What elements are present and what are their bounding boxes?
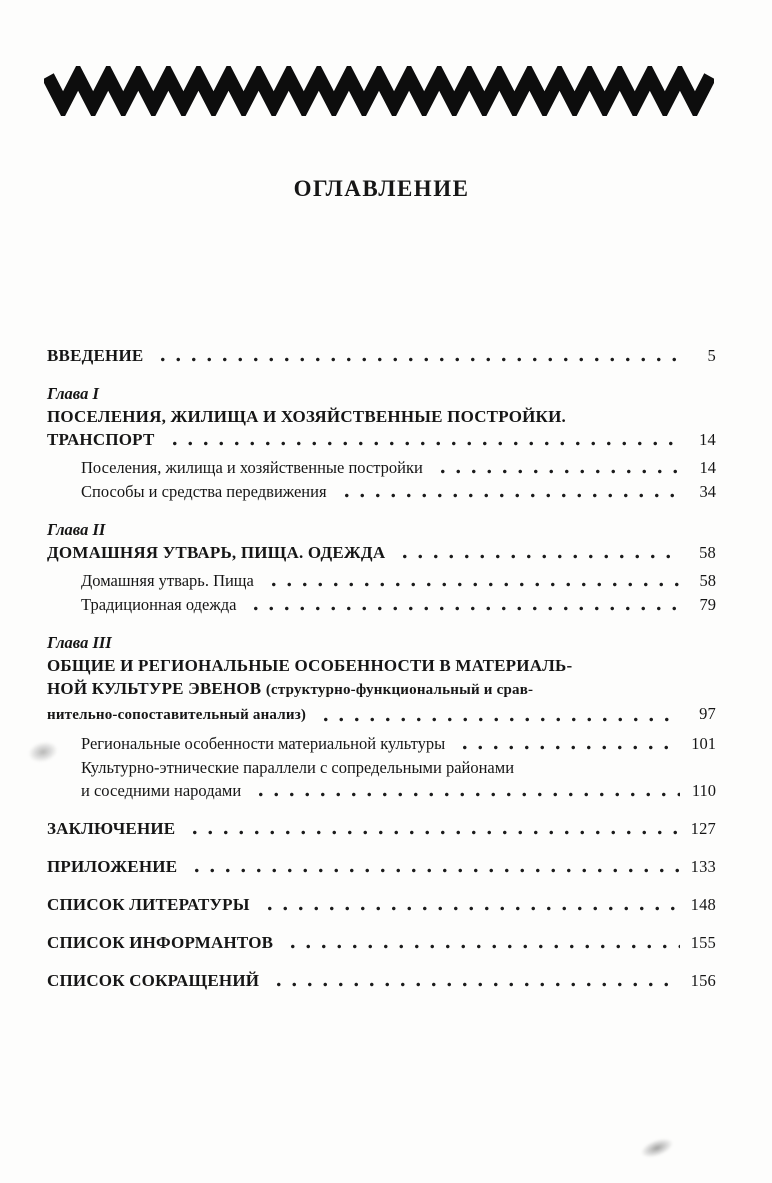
page-number: 127 (690, 819, 716, 838)
dot-leader (397, 554, 680, 559)
toc-entry (47, 654, 716, 727)
toc-entry-text: ЗАКЛЮЧЕНИЕ (47, 819, 176, 838)
toc-entry-text: Традиционная одежда (81, 595, 237, 614)
page-number: 34 (699, 482, 716, 501)
toc-entry-text: и соседними народами (81, 781, 242, 800)
dot-leader (435, 469, 680, 474)
toc-entry-line (47, 969, 716, 992)
toc-entry-line (81, 756, 716, 779)
toc-entry-text: ДОМАШНЯЯ УТВАРЬ, ПИЩА. ОДЕЖДА (47, 543, 386, 562)
toc-entry-text: Домашняя утварь. Пища (81, 571, 254, 590)
toc-entry-line (47, 817, 716, 840)
toc-entry (47, 480, 716, 503)
dot-leader (187, 830, 680, 835)
toc-entry-text: Способы и средства передвижения (81, 482, 327, 501)
toc-entry (47, 732, 716, 755)
page-number: 58 (699, 571, 716, 590)
toc-entry (47, 593, 716, 616)
toc-entry-text: СПИСОК СОКРАЩЕНИЙ (47, 971, 260, 990)
toc-entry-text: Поселения, жилища и хозяйственные постройки (81, 458, 423, 477)
toc-entry-line (47, 428, 716, 451)
page-number: 14 (699, 458, 716, 477)
toc-entry-text: ТРАНСПОРТ (47, 430, 155, 449)
toc-entry-line (47, 541, 716, 564)
page-number: 5 (707, 346, 716, 365)
page-number: 101 (691, 734, 716, 753)
toc-entry-text: ПРИЛОЖЕНИЕ (47, 857, 178, 876)
toc-entry-line (47, 855, 716, 878)
dot-leader (285, 944, 680, 949)
toc-entry-line (47, 654, 716, 677)
toc-list (47, 344, 716, 992)
toc-entry (47, 931, 716, 954)
toc-entry-line (47, 702, 716, 727)
toc-entry (47, 817, 716, 840)
toc-entry-line (81, 480, 716, 503)
page-number: 79 (699, 595, 716, 614)
toc-chapter-label: Глава III (47, 633, 112, 652)
toc-entry-text: нительно-сопоставительный анализ) (47, 707, 307, 723)
toc-entry (47, 756, 716, 802)
dot-leader (248, 606, 680, 611)
toc-chapter-label: Глава II (47, 520, 106, 539)
toc-entry-text: ВВЕДЕНИЕ (47, 346, 144, 365)
toc-entry (47, 405, 716, 451)
toc-chapter-label: Глава I (47, 384, 99, 403)
dot-leader (271, 982, 680, 987)
toc-entry-line (47, 405, 716, 428)
zigzag-path (48, 76, 710, 105)
dot-leader (167, 441, 680, 446)
page-number: 148 (690, 895, 716, 914)
toc-entry-line (81, 593, 716, 616)
toc-entry (47, 344, 716, 367)
toc-entry-text: НОЙ КУЛЬТУРЕ ЭВЕНОВ (структурно-функциональный и срав- (47, 679, 534, 698)
zigzag-ornament (44, 66, 714, 116)
page-number: 110 (691, 781, 716, 800)
toc-entry (47, 569, 716, 592)
page-title: ОГЛАВЛЕНИЕ (293, 176, 470, 201)
dot-leader (339, 493, 680, 498)
toc-entry (47, 456, 716, 479)
dot-leader (318, 717, 680, 722)
dot-leader (266, 582, 680, 587)
dot-leader (262, 906, 680, 911)
toc-entry-line (47, 931, 716, 954)
toc-entry-line (47, 344, 716, 367)
toc-entry-text: СПИСОК ЛИТЕРАТУРЫ (47, 895, 250, 914)
toc-entry-text: ПОСЕЛЕНИЯ, ЖИЛИЩА И ХОЗЯЙСТВЕННЫЕ ПОСТРОЙКИ. (47, 407, 566, 426)
toc-entry (47, 893, 716, 916)
toc-entry (47, 541, 716, 564)
page-number: 155 (690, 933, 716, 952)
dot-leader (189, 868, 680, 873)
toc-entry (47, 855, 716, 878)
dot-leader (457, 745, 680, 750)
toc-entry-text: Региональные особенности материальной культуры (81, 734, 446, 753)
toc-entry-line (81, 456, 716, 479)
toc-entry-text: Культурно-этнические параллели с сопредельными районами (81, 758, 515, 777)
page-number: 156 (690, 971, 716, 990)
page-number: 133 (690, 857, 716, 876)
dot-leader (155, 357, 680, 362)
page-number: 14 (699, 430, 716, 449)
toc-entry-line (47, 893, 716, 916)
scan-corner-mark (638, 1135, 675, 1162)
toc-entry-line (81, 779, 716, 802)
toc-entry-line (81, 732, 716, 755)
page-number: 58 (699, 543, 716, 562)
toc-entry-line (81, 569, 716, 592)
page-number: 97 (699, 704, 716, 723)
toc-entry-text: СПИСОК ИНФОРМАНТОВ (47, 933, 274, 952)
toc-entry-text: ОБЩИЕ И РЕГИОНАЛЬНЫЕ ОСОБЕННОСТИ В МАТЕРИАЛЬ- (47, 656, 573, 675)
dot-leader (253, 792, 680, 797)
toc-entry (47, 969, 716, 992)
toc-entry-line (47, 677, 716, 702)
